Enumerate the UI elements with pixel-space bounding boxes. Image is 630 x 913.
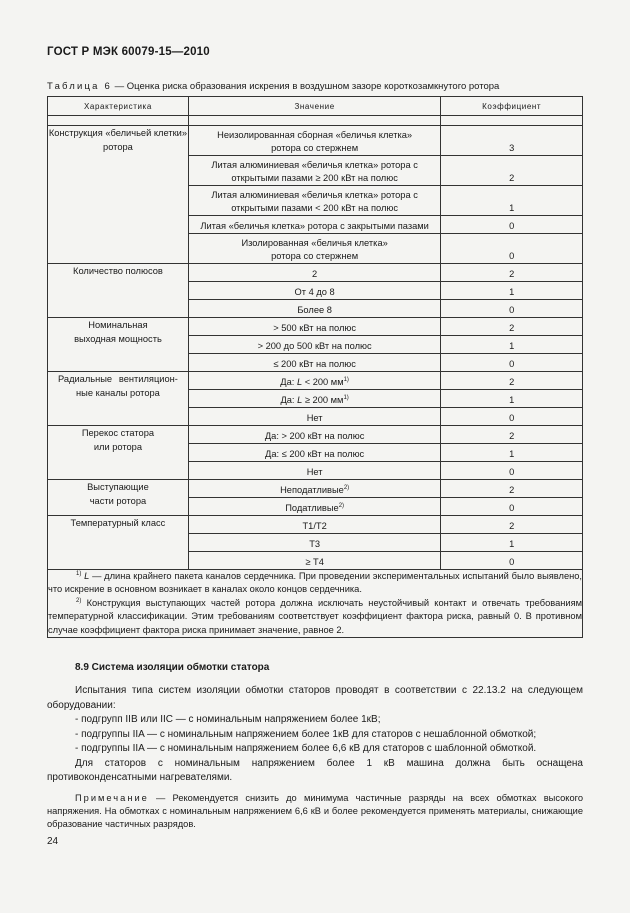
- coefficient-cell: 1: [441, 390, 583, 408]
- coefficient-cell: 1: [441, 186, 583, 216]
- characteristic-rotor-construction: Конструкция «беличьей клетки» ротора: [48, 126, 189, 264]
- col-header-characteristic: Характеристика: [48, 97, 189, 116]
- value-cell: Неизолированная сборная «беличья клетка» ротора со стержнем: [188, 126, 441, 156]
- coefficient-cell: 0: [441, 300, 583, 318]
- table-header-row: [48, 97, 583, 116]
- coefficient-cell: 0: [441, 498, 583, 516]
- value-cell: Литая алюминиевая «беличья клетка» ротора с открытыми пазами < 200 кВт на полюс: [188, 186, 441, 216]
- footnote-ref: 2): [343, 484, 350, 491]
- list-item: - подгрупп IIB или IIC — с номинальным напряжением более 1кВ;: [75, 714, 381, 725]
- value-cell: [188, 390, 441, 408]
- section-body: [47, 684, 583, 832]
- value-cell: > 500 кВт на полюс: [188, 318, 441, 336]
- value-cell: Да: ≤ 200 кВт на полюс: [188, 444, 441, 462]
- value-cell: Да: > 200 кВт на полюс: [188, 426, 441, 444]
- value-cell: Литая алюминиевая «беличья клетка» ротора с открытыми пазами ≥ 200 кВт на полюс: [188, 156, 441, 186]
- value-cell: [188, 480, 441, 498]
- table-caption-text: — Оценка риска образования искрения в воздушном зазоре короткозамкнутого ротора: [111, 81, 500, 92]
- characteristic-temperature-class: Температурный класс: [48, 516, 189, 570]
- footnote-text: Конструкция выступающих частей ротора должна исключать неустойчивый контакт и отвечать требованиям температурной классификации. Этим требованиям соответствует коэффициент фактора риска, равный 0. В противном случае коэффициент фактора риска принимает значение, равное 2.: [48, 597, 582, 635]
- note: [47, 792, 583, 832]
- coefficient-cell: 0: [441, 462, 583, 480]
- coefficient-cell: 2: [441, 426, 583, 444]
- value-cell: Нет: [188, 462, 441, 480]
- footnote-ref: 1): [343, 376, 349, 383]
- value-cell: ≥ Т4: [188, 552, 441, 570]
- coefficient-cell: 0: [441, 354, 583, 372]
- col-header-coefficient: Коэффициент: [441, 97, 583, 116]
- value-cell: Литая «беличья клетка» ротора с закрытыми пазами: [188, 216, 441, 234]
- value-cell: Нет: [188, 408, 441, 426]
- footnote-ref: 2): [338, 502, 345, 509]
- page-number: 24: [47, 836, 59, 847]
- coefficient-cell: 2: [441, 264, 583, 282]
- footnote-mark: 1): [76, 570, 82, 577]
- value-cell: > 200 до 500 кВт на полюс: [188, 336, 441, 354]
- value-text: Да:: [280, 377, 297, 387]
- coefficient-cell: 1: [441, 534, 583, 552]
- footnote-1: [48, 570, 582, 597]
- value-cell: [188, 498, 441, 516]
- value-cell: Т3: [188, 534, 441, 552]
- footnote-ref: 1): [343, 394, 349, 401]
- value-text: Да:: [280, 395, 298, 405]
- value-cell: Более 8: [188, 300, 441, 318]
- value-cell: [188, 372, 441, 390]
- coefficient-cell: 0: [441, 234, 583, 264]
- coefficient-cell: 0: [441, 216, 583, 234]
- value-cell: От 4 до 8: [188, 282, 441, 300]
- characteristic-pole-count: Количество полюсов: [48, 264, 189, 318]
- value-cell: Изолированная «беличья клетка» ротора со стержнем: [188, 234, 441, 264]
- value-cell: 2: [188, 264, 441, 282]
- footnote-text: — длина крайнего пакета каналов сердечника. При проведении экспериментальных испытаний было выявлено, что искрение в основном возникает в каналах около концов сердечника.: [48, 571, 582, 595]
- footnote-mark: 2): [76, 597, 82, 604]
- coefficient-cell: 2: [441, 318, 583, 336]
- coefficient-cell: 1: [441, 336, 583, 354]
- section-title: 8.9 Система изоляции обмотки статора: [75, 662, 270, 673]
- table-caption-label: Таблица 6: [47, 81, 112, 92]
- paragraph: Для статоров с номинальным напряжением более 1 кВ машина должна быть оснащена противоконденсатными нагревателями.: [47, 757, 583, 783]
- value-text: ≥ 200 мм: [302, 395, 344, 405]
- col-header-value: Значение: [188, 97, 441, 116]
- paragraph: Испытания типа систем изоляции обмотки статоров проводят в соответствии с 22.13.2 на следующем оборудовании:: [47, 685, 583, 711]
- coefficient-cell: 3: [441, 126, 583, 156]
- document-code: ГОСТ Р МЭК 60079-15—2010: [47, 46, 210, 58]
- characteristic-ventilation-ducts: Радиальные вентиляцион-ные каналы ротора: [48, 372, 189, 426]
- coefficient-cell: 1: [441, 282, 583, 300]
- value-var: L: [297, 395, 303, 405]
- coefficient-cell: 2: [441, 480, 583, 498]
- list-item: - подгруппы IIA — с номинальным напряжением более 6,6 кВ для статоров с шаблонной обмоткой.: [75, 743, 537, 754]
- value-cell: ≤ 200 кВт на полюс: [188, 354, 441, 372]
- coefficient-cell: 1: [441, 444, 583, 462]
- coefficient-cell: 0: [441, 408, 583, 426]
- value-text: Податливые: [285, 503, 339, 513]
- value-text: Неподатливые: [280, 485, 344, 495]
- footnote-var: L: [84, 571, 90, 581]
- coefficient-cell: 2: [441, 372, 583, 390]
- characteristic-misalignment: Перекос статора или ротора: [48, 426, 189, 480]
- value-text: < 200 мм: [302, 377, 344, 387]
- note-text: — Рекомендуется снизить до минимума частичные разряды на всех обмотках высокого напряжения. На обмотках с номинальным напряжением 6,6 кВ и более рекомендуется применять материалы, снижающие образование частичных разрядов.: [47, 792, 583, 830]
- coefficient-cell: 2: [441, 156, 583, 186]
- table-footnotes: [48, 570, 583, 638]
- footnote-2: [48, 597, 582, 637]
- characteristic-rated-output: Номинальная выходная мощность: [48, 318, 189, 372]
- note-label: Примечание: [75, 792, 149, 803]
- risk-table: [47, 96, 583, 638]
- coefficient-cell: 0: [441, 552, 583, 570]
- table-caption: [47, 81, 499, 92]
- value-cell: Т1/Т2: [188, 516, 441, 534]
- list-item: - подгруппы IIA — с номинальным напряжением более 1кВ для статоров с нешаблонной обмоткой;: [75, 728, 537, 740]
- value-var: L: [296, 377, 303, 387]
- coefficient-cell: 2: [441, 516, 583, 534]
- characteristic-protruding-parts: Выступающие части ротора: [48, 480, 189, 516]
